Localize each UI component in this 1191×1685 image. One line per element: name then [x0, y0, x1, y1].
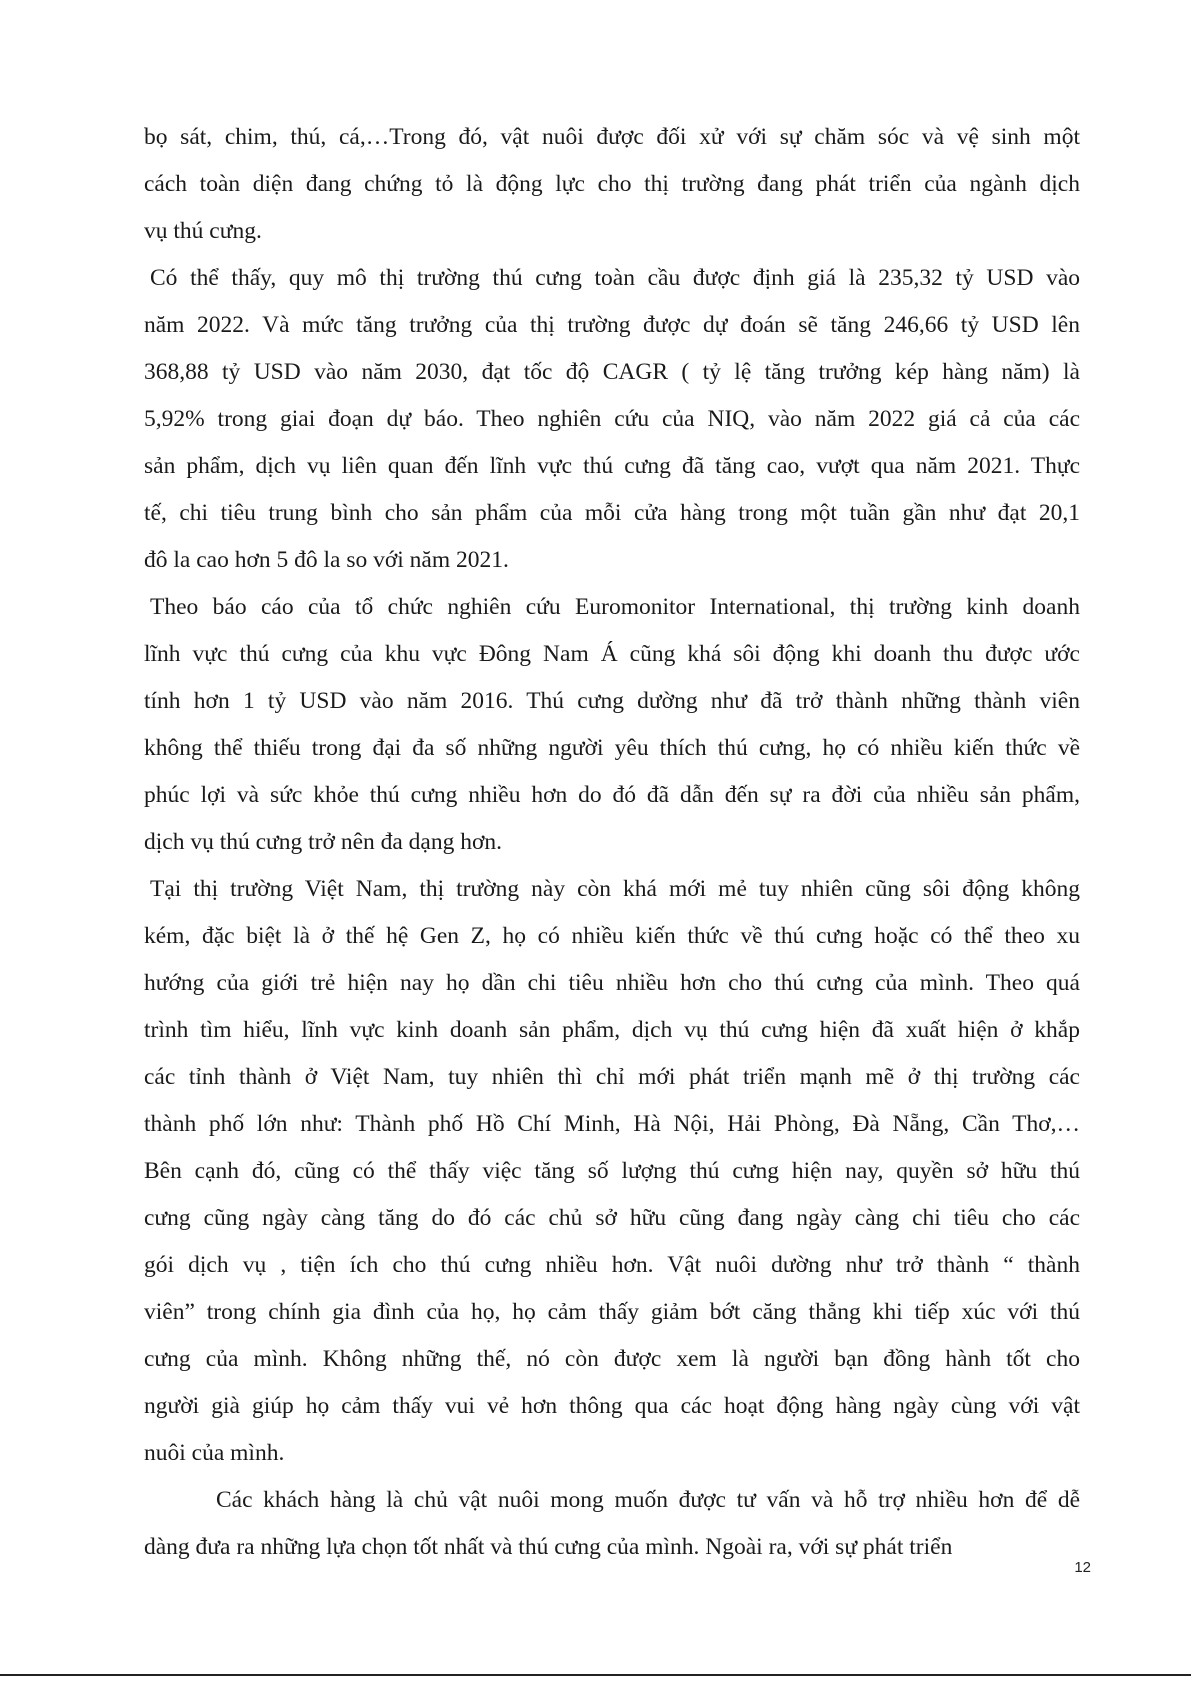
text-line: Theo báo cáo của tổ chức nghiên cứu Euromonitor International, thị trường kinh doanh [150, 594, 1080, 620]
text-line: lĩnh vực thú cưng của khu vực Đông Nam Á cũng khá sôi động khi doanh thu được ước [144, 641, 1080, 667]
footer-rule [0, 1674, 1191, 1676]
text-line: sản phẩm, dịch vụ liên quan đến lĩnh vực thú cưng đã tăng cao, vượt qua năm 2021. Thực [144, 453, 1080, 479]
text-line: năm 2022. Và mức tăng trưởng của thị trường được dự đoán sẽ tăng 246,66 tỷ USD lên [144, 312, 1080, 338]
text-line: hướng của giới trẻ hiện nay họ dần chi tiêu nhiều hơn cho thú cưng của mình. Theo quá [144, 970, 1080, 996]
text-line: không thể thiếu trong đại đa số những người yêu thích thú cưng, họ có nhiều kiến thức về [144, 735, 1080, 761]
text-line: trình tìm hiểu, lĩnh vực kinh doanh sản phẩm, dịch vụ thú cưng hiện đã xuất hiện ở khắp [144, 1017, 1080, 1043]
text-line: dịch vụ thú cưng trở nên đa dạng hơn. [144, 829, 503, 855]
text-line: người già giúp họ cảm thấy vui vẻ hơn thông qua các hoạt động hàng ngày cùng với vật [144, 1393, 1080, 1419]
text-line: cưng của mình. Không những thế, nó còn được xem là người bạn đồng hành tốt cho [144, 1346, 1080, 1372]
text-line: tế, chi tiêu trung bình cho sản phẩm của mỗi cửa hàng trong một tuần gần như đạt 20,1 [144, 500, 1080, 526]
text-line: đô la cao hơn 5 đô la so với năm 2021. [144, 547, 509, 573]
text-line: các tỉnh thành ở Việt Nam, tuy nhiên thì chỉ mới phát triển mạnh mẽ ở thị trường các [144, 1064, 1080, 1090]
text-line: gói dịch vụ , tiện ích cho thú cưng nhiều hơn. Vật nuôi dường như trở thành “ thành [144, 1252, 1080, 1278]
text-line: Có thể thấy, quy mô thị trường thú cưng toàn cầu được định giá là 235,32 tỷ USD vào [150, 265, 1080, 291]
text-line: phúc lợi và sức khỏe thú cưng nhiều hơn do đó đã dẫn đến sự ra đời của nhiều sản phẩm, [144, 782, 1080, 808]
text-line: bọ sát, chim, thú, cá,…Trong đó, vật nuôi được đối xử với sự chăm sóc và vệ sinh một [144, 124, 1080, 150]
text-line: vụ thú cưng. [144, 218, 262, 244]
text-line: 368,88 tỷ USD vào năm 2030, đạt tốc độ CAGR ( tỷ lệ tăng trưởng kép hàng năm) là [144, 359, 1080, 385]
text-line: thành phố lớn như: Thành phố Hồ Chí Minh, Hà Nội, Hải Phòng, Đà Nẵng, Cần Thơ,… [144, 1111, 1080, 1137]
text-line: dàng đưa ra những lựa chọn tốt nhất và thú cưng của mình. Ngoài ra, với sự phát triển [144, 1534, 953, 1560]
text-line: tính hơn 1 tỷ USD vào năm 2016. Thú cưng dường như đã trở thành những thành viên [144, 688, 1080, 714]
text-line: 5,92% trong giai đoạn dự báo. Theo nghiên cứu của NIQ, vào năm 2022 giá cả của các [144, 406, 1080, 432]
text-line: Tại thị trường Việt Nam, thị trường này còn khá mới mẻ tuy nhiên cũng sôi động không [150, 876, 1080, 902]
text-line: viên” trong chính gia đình của họ, họ cảm thấy giảm bớt căng thẳng khi tiếp xúc với thú [144, 1299, 1080, 1325]
text-line: Các khách hàng là chủ vật nuôi mong muốn được tư vấn và hỗ trợ nhiều hơn để dễ [216, 1487, 1080, 1513]
text-line: Bên cạnh đó, cũng có thể thấy việc tăng số lượng thú cưng hiện nay, quyền sở hữu thú [144, 1158, 1080, 1184]
page-number: 12 [1074, 1559, 1091, 1576]
text-line: cách toàn diện đang chứng tỏ là động lực cho thị trường đang phát triển của ngành dịch [144, 171, 1080, 197]
text-line: kém, đặc biệt là ở thế hệ Gen Z, họ có nhiều kiến thức về thú cưng hoặc có thể theo xu [144, 923, 1080, 949]
text-line: cưng cũng ngày càng tăng do đó các chủ sở hữu cũng đang ngày càng chi tiêu cho các [144, 1205, 1080, 1231]
text-line: nuôi của mình. [144, 1440, 285, 1466]
body-text [144, 114, 1080, 1571]
